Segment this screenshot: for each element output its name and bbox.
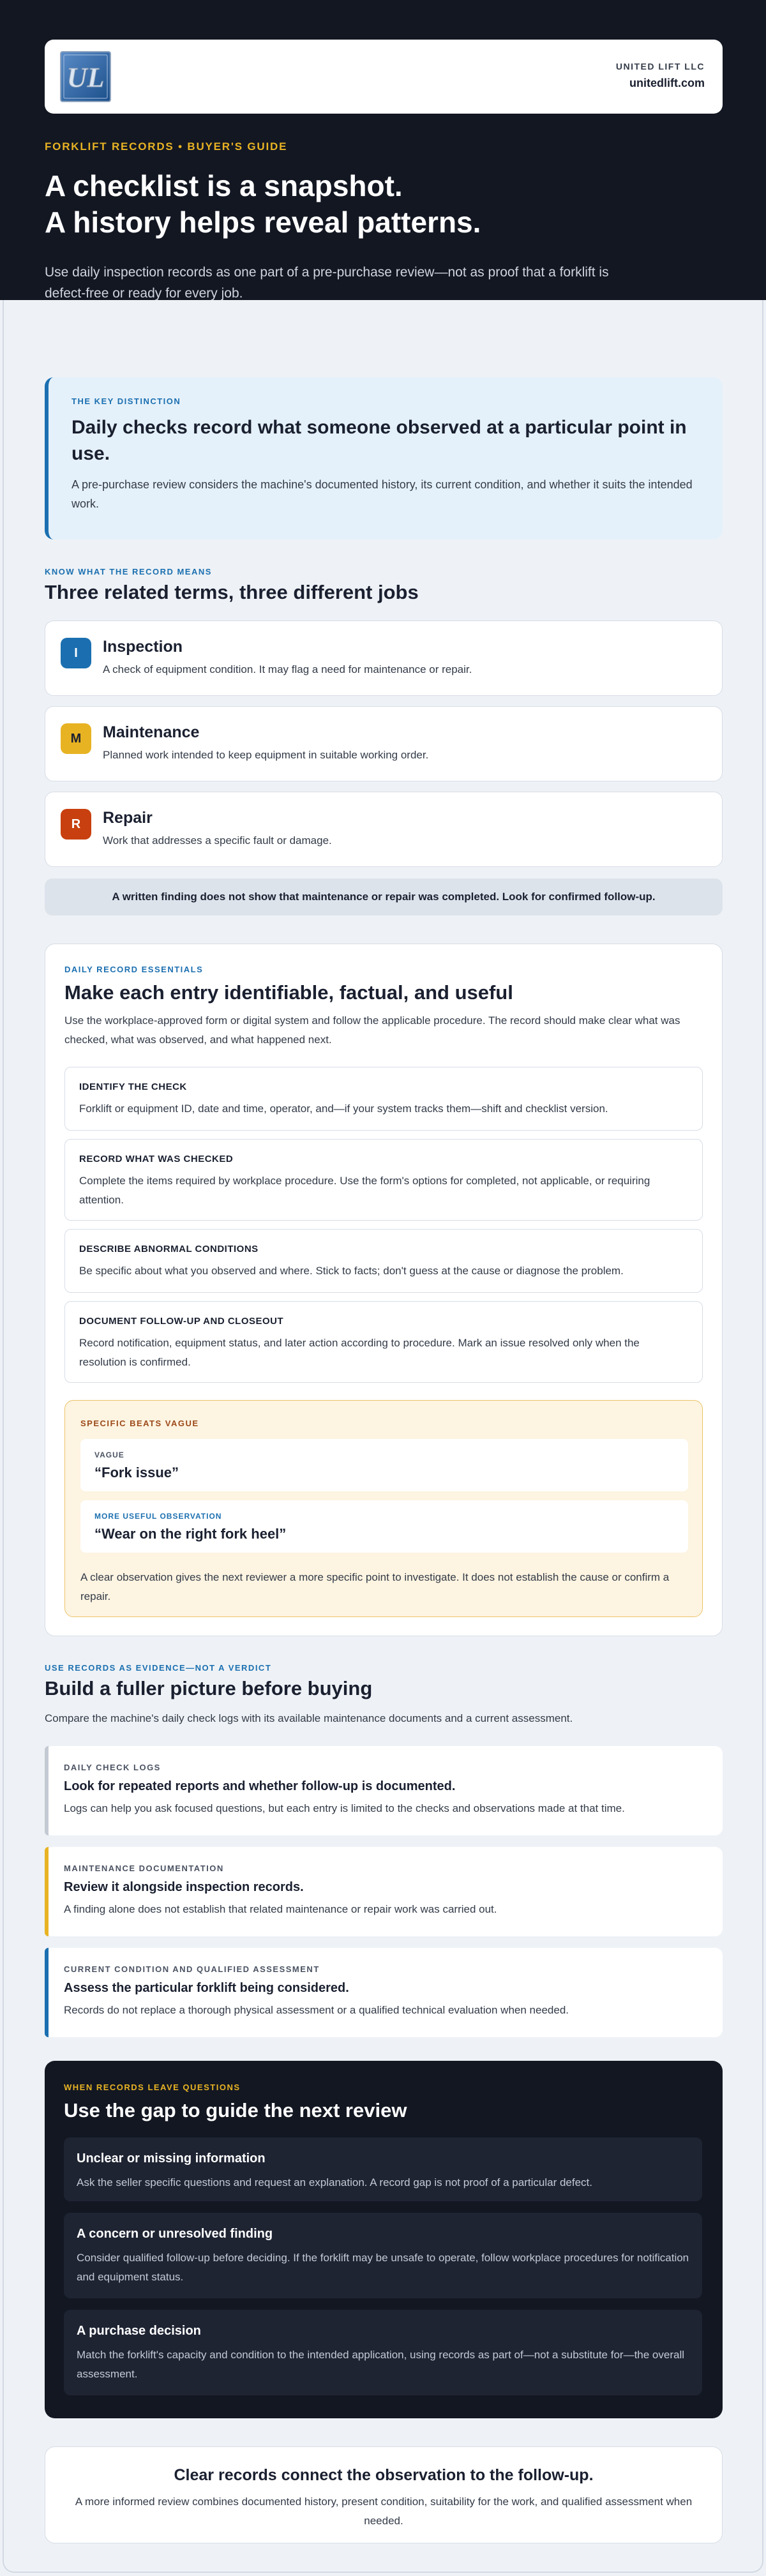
closing-summary-card [45,2446,723,2543]
essentials-label: DAILY RECORD ESSENTIALS [64,965,204,974]
gap-item-purchase-decision [64,2310,702,2395]
evidence-title: Build a fuller picture before buying [45,1677,373,1699]
step-description: Forklift or equipment ID, date and time, operator, and—if your system tracks them—shift and checklist version. [79,1103,608,1115]
evidence-item-desc: A finding alone does not establish that related maintenance or repair work was carried out. [64,1903,497,1915]
evidence-label: USE RECORDS AS EVIDENCE—NOT A VERDICT [45,1663,272,1673]
key-distinction-label: THE KEY DISTINCTION [71,396,181,406]
terms-title: Three related terms, three different jobs [45,581,419,603]
term-description: Planned work intended to keep equipment in suitable working order. [103,749,429,761]
gap-item-desc: Ask the seller specific questions and request an explanation. A record gap is not proof of a particular defect. [77,2176,592,2188]
essentials-title: Make each entry identifiable, factual, and useful [64,981,513,1004]
useful-text: “Wear on the right fork heel” [94,1526,287,1542]
gap-label: WHEN RECORDS LEAVE QUESTIONS [64,2083,241,2092]
gap-item-desc: Consider qualified follow-up before deciding. If the forklift may be unsafe to operate, follow workplace procedures for notification and equipment status. [77,2252,689,2283]
hero-section [0,0,766,300]
evidence-item-label: MAINTENANCE DOCUMENTATION [64,1864,224,1873]
evidence-item-desc: Logs can help you ask focused questions, but each entry is limited to the checks and observations made at that time. [64,1802,625,1814]
term-name: Inspection [103,638,183,656]
specific-beats-vague-box [64,1400,703,1617]
step-description: Complete the items required by workplace procedure. Use the form's options for completed, not applicable, or requiring attention. [79,1175,650,1206]
gap-item-title: Unclear or missing information [77,2151,266,2165]
evidence-intro: Compare the machine's daily check logs with its available maintenance documents and a current assessment. [45,1712,573,1724]
useful-example [80,1500,688,1553]
term-description: Work that addresses a specific fault or damage. [103,834,332,847]
step-title: DOCUMENT FOLLOW-UP AND CLOSEOUT [79,1316,284,1327]
key-distinction-title: Daily checks record what someone observed at a particular point in use. [71,417,687,464]
gap-item-unresolved-finding [64,2213,702,2298]
inspection-badge-icon: I [61,638,91,668]
term-name: Repair [103,809,153,827]
useful-label: MORE USEFUL OBSERVATION [94,1512,222,1521]
gap-item-unclear-info [64,2137,702,2201]
company-name: UNITED LIFT LLC [615,61,705,72]
vague-example [80,1439,688,1491]
evidence-item-title: Look for repeated reports and whether follow-up is documented. [64,1779,456,1793]
specific-note: A clear observation gives the next reviewer a more specific point to investigate. It does not establish the cause or confirm a repair. [80,1571,670,1602]
maintenance-badge-icon: M [61,723,91,754]
hero-subtitle: Use daily inspection records as one part of a pre-purchase review—not as proof that a forklift is defect-free or ready for every job. [45,265,609,301]
hero-title [45,168,683,241]
step-identify-check [64,1067,703,1131]
hero-title-line-1: A checklist is a snapshot. [45,169,403,202]
evidence-item-label: CURRENT CONDITION AND QUALIFIED ASSESSMENT [64,1964,320,1974]
vague-text: “Fork issue” [94,1465,179,1480]
term-description: A check of equipment condition. It may flag a need for maintenance or repair. [103,663,472,675]
closing-body: A more informed review combines documented history, present condition, suitability for the work, and qualified assessment when needed. [75,2496,693,2527]
evidence-item-desc: Records do not replace a thorough physical assessment or a qualified technical evaluation when needed. [64,2004,569,2016]
step-title: IDENTIFY THE CHECK [79,1081,187,1092]
svg-text:UL: UL [66,62,105,93]
gap-title: Use the gap to guide the next review [64,2099,407,2121]
step-document-follow-up [64,1301,703,1383]
essentials-intro: Use the workplace-approved form or digital system and follow the applicable procedure. The record should make clear what was checked, what was observed, and what happened next. [64,1014,680,1046]
gap-item-title: A purchase decision [77,2324,201,2338]
step-describe-abnormal [64,1229,703,1293]
evidence-item-title: Review it alongside inspection records. [64,1880,304,1894]
key-distinction-body: A pre-purchase review considers the machine's documented history, its current condition, and whether it suits the intended work. [71,478,693,510]
follow-up-notice: A written finding does not show that maintenance or repair was completed. Look for confirmed follow-up. [45,878,723,915]
repair-badge-icon: R [61,809,91,840]
evidence-daily-check-logs [45,1746,723,1835]
accent-bar [45,1948,49,2037]
accent-bar [45,1746,49,1835]
evidence-item-label: DAILY CHECK LOGS [64,1763,161,1772]
closing-title: Clear records connect the observation to the follow-up. [174,2466,594,2484]
term-name: Maintenance [103,723,200,741]
gap-item-title: A concern or unresolved finding [77,2227,273,2241]
step-title: DESCRIBE ABNORMAL CONDITIONS [79,1244,259,1254]
hero-title-line-2: A history helps reveal patterns. [45,206,481,239]
term-card-repair [45,792,723,867]
key-distinction-callout [45,377,723,539]
gap-item-desc: Match the forklift's capacity and condition to the intended application, using records as part of—not a substitute for—the overall assessment. [77,2349,684,2380]
brand-header [45,40,723,114]
hero-eyebrow: FORKLIFT RECORDS • BUYER'S GUIDE [45,140,288,153]
evidence-maintenance-docs [45,1847,723,1936]
daily-record-essentials-card [45,944,723,1636]
step-description: Be specific about what you observed and where. Stick to facts; don't guess at the cause or diagnose the problem. [79,1265,624,1277]
vague-label: VAGUE [94,1450,124,1459]
evidence-item-title: Assess the particular forklift being considered. [64,1981,349,1995]
step-title: RECORD WHAT WAS CHECKED [79,1154,234,1164]
records-gap-panel [45,2061,723,2418]
company-info [616,61,705,90]
evidence-qualified-assessment [45,1948,723,2037]
company-logo [60,51,111,102]
step-description: Record notification, equipment status, and later action according to procedure. Mark an issue resolved only when the resolution is confirmed. [79,1337,640,1368]
term-card-inspection [45,621,723,696]
specific-label: SPECIFIC BEATS VAGUE [80,1419,199,1428]
company-website[interactable]: unitedlift.com [629,77,705,89]
terms-label: KNOW WHAT THE RECORD MEANS [45,567,212,576]
accent-bar [45,1847,49,1936]
step-record-checked [64,1139,703,1221]
term-card-maintenance [45,706,723,781]
